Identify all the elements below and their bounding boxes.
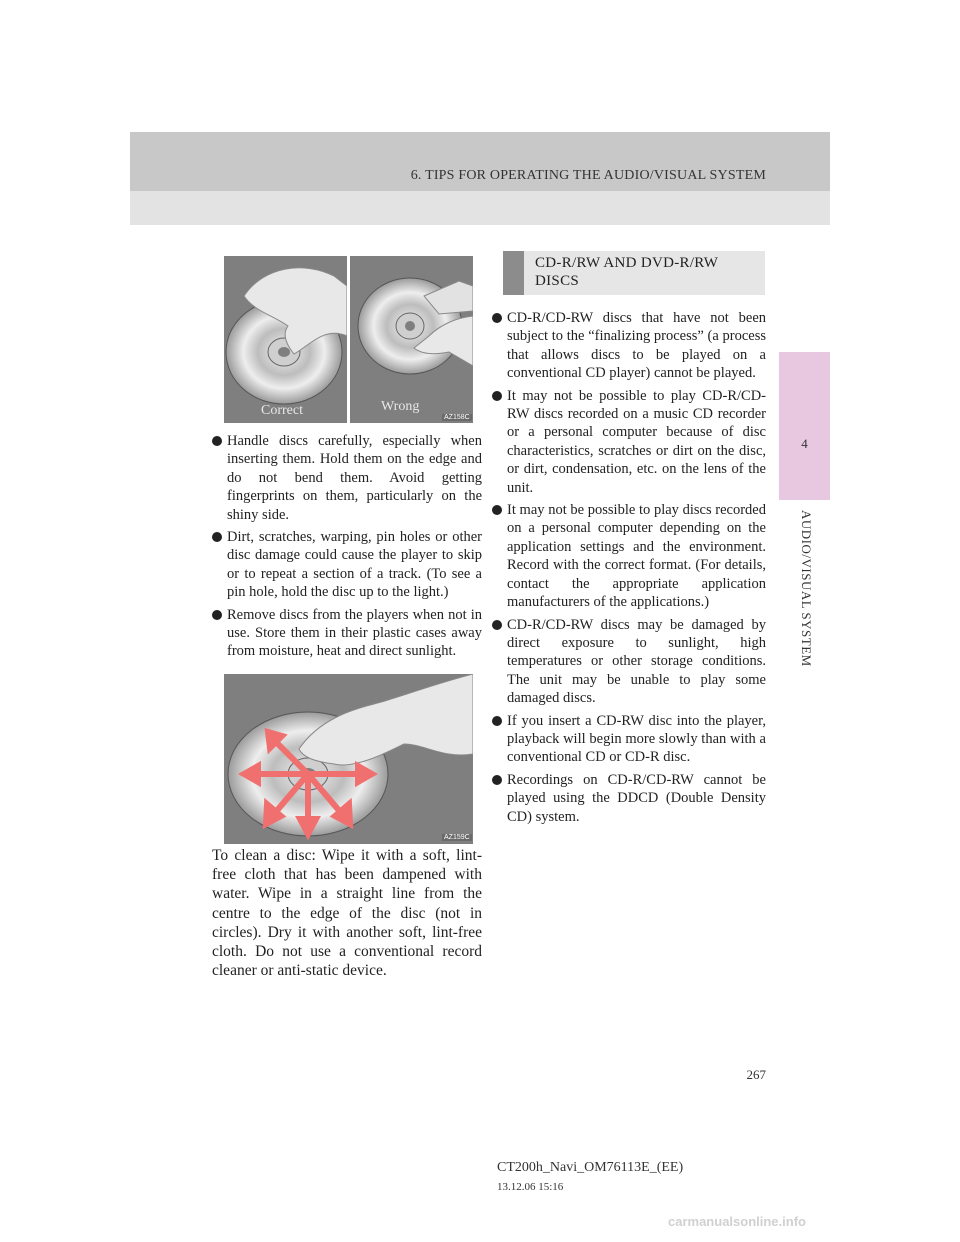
list-item: Dirt, scratches, warping, pin holes or other disc damage could cause the player to skip or to repeat a section of a track. (To see a pin hole, hold the disc up to the light.) [212,528,482,602]
figure-code: AZ159C [444,834,470,841]
disc-handling-illustration [224,256,473,423]
bullet-icon [492,505,502,515]
list-item: If you insert a CD-RW disc into the player, playback will begin more slowly than with a conventional CD or CD-R disc. [492,712,766,767]
section-heading [503,251,765,295]
list-item: Handle discs carefully, especially when inserting them. Hold them on the edge and do not bend them. Avoid getting fingerprints on them, particularly on the shiny side. [212,432,482,524]
disc-cleaning-drawing [224,674,473,844]
bullet-icon [212,436,222,446]
list-item: It may not be possible to play CD-R/CD-RW discs recorded on a music CD recorder or a personal computer because of disc characteristics, scratches or dirt on the disc, or dirt, condensation, etc. on the lens of the unit. [492,387,766,497]
bullet-icon [492,391,502,401]
bullet-icon [212,532,222,542]
list-item: Remove discs from the players when not in use. Store them in their plastic cases away from moisture, heat and direct sunlight. [212,606,482,661]
bullet-icon [492,716,502,726]
chapter-label: AUDIO/VISUAL SYSTEM [799,510,814,667]
page-number: 267 [746,1067,766,1082]
heading-bar [503,251,524,295]
list-item: CD-R/CD-RW discs that have not been subject to the “finalizing process” (a process that allows discs to be played on a conventional CD player) cannot be played. [492,309,766,383]
cleaning-paragraph: To clean a disc: Wipe it with a soft, lint-free cloth that has been dampened with water. Wipe in a straight line from the centre to the edge of the disc (not in circles). Dry it with another soft, lint-free cloth. Do not use a conventional record cleaner or anti-static device. [212,847,482,980]
figure-divider [347,256,350,423]
bullet-icon [492,313,502,323]
list-item: Recordings on CD-R/CD-RW cannot be played using the DDCD (Double Density CD) system. [492,771,766,826]
bullet-icon [492,775,502,785]
footer-date: 13.12.06 15:16 [497,1181,564,1193]
wrong-label: Wrong [381,399,420,414]
chapter-tab [779,352,830,500]
right-column [492,309,766,830]
list-item: CD-R/CD-RW discs may be damaged by direct exposure to sunlight, high temperatures or other storage conditions. The unit may be unable to play some damaged discs. [492,616,766,708]
page-header-title: 6. TIPS FOR OPERATING THE AUDIO/VISUAL SYSTEM [410,168,766,183]
watermark: carmanualsonline.info [668,1214,806,1229]
list-item: It may not be possible to play discs recorded on a personal computer depending on the application settings and the environment. Record with the correct format. (For details, contact the appropriate application manufacturers of the applications.) [492,501,766,611]
section-title: CD-R/RW AND DVD-R/RW DISCS [535,255,718,289]
bullet-icon [212,610,222,620]
chapter-number: 4 [801,436,808,451]
footer-document-id: CT200h_Navi_OM76113E_(EE) [497,1160,684,1175]
left-column [212,432,482,665]
bullet-icon [492,620,502,630]
figure-code: AZ158C [444,414,470,421]
disc-cleaning-illustration [224,674,473,844]
correct-label: Correct [261,403,303,418]
cleaning-paragraph-wrap [212,846,482,980]
